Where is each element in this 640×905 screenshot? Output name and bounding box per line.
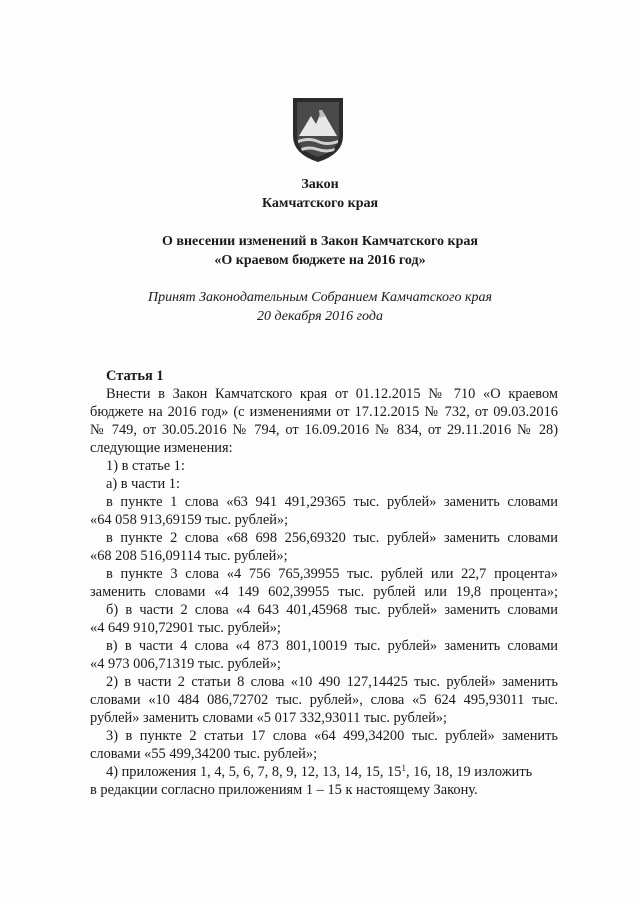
article-line: 2) в части 2 статьи 8 слова «10 490 127,14425 тыс. рублей» заменить bbox=[106, 674, 558, 690]
law-title-line-1: О внесении изменений в Закон Камчатского края bbox=[162, 234, 478, 249]
article-heading: Статья 1 bbox=[106, 368, 164, 384]
article-line: словами «10 484 086,72702 тыс. рублей», слова «5 624 495,93011 тыс. bbox=[90, 692, 558, 708]
appendices-text-rest: , 16, 18, 19 изложить bbox=[405, 764, 533, 780]
appendices-text: 4) приложения 1, 4, 5, 6, 7, 8, 9, 12, 13, 14, 15, 15 bbox=[106, 764, 402, 780]
appendix-superscript: 1 bbox=[401, 763, 406, 773]
article-line: Внести в Закон Камчатского края от 01.12.2015 № 710 «О краевом bbox=[106, 386, 558, 402]
article-line: следующие изменения: bbox=[90, 440, 233, 456]
adopted-line-2: 20 декабря 2016 года bbox=[257, 309, 383, 324]
article-line: в) в части 4 слова «4 873 801,10019 тыс. рублей» заменить словами bbox=[106, 638, 558, 654]
adopted-line-1: Принят Законодательным Собранием Камчатского края bbox=[147, 290, 493, 305]
article-line: б) в части 2 слова «4 643 401,45968 тыс. рублей» заменить словами bbox=[106, 602, 558, 618]
article-line: 1) в статье 1: bbox=[106, 458, 185, 474]
article-body bbox=[90, 367, 558, 799]
article-line: «64 058 913,69159 тыс. рублей»; bbox=[90, 512, 289, 528]
article-line: 3) в пункте 2 статьи 17 слова «64 499,34200 тыс. рублей» заменить bbox=[106, 728, 558, 744]
region-name: Камчатского края bbox=[261, 196, 379, 211]
article-line-appendices bbox=[90, 763, 558, 781]
article-line: бюджете на 2016 год» (с изменениями от 17.12.2015 № 732, от 09.03.2016 bbox=[90, 404, 558, 420]
article-line: «4 649 910,72901 тыс. рублей»; bbox=[90, 620, 281, 636]
article-line: в пункте 1 слова «63 941 491,29365 тыс. рублей» заменить словами bbox=[106, 494, 558, 510]
article-line: № 749, от 30.05.2016 № 794, от 16.09.2016 № 834, от 29.11.2016 № 28) bbox=[90, 422, 558, 438]
article-line: «4 973 006,71319 тыс. рублей»; bbox=[90, 656, 281, 672]
article-line: а) в части 1: bbox=[106, 476, 180, 492]
law-title-line-2: «О краевом бюджете на 2016 год» bbox=[214, 253, 426, 268]
article-line: в пункте 2 слова «68 698 256,69320 тыс. рублей» заменить словами bbox=[106, 530, 558, 546]
article-line: в пункте 3 слова «4 756 765,39955 тыс. рублей или 22,7 процента» bbox=[106, 566, 558, 582]
doc-type: Закон bbox=[301, 177, 339, 192]
article-line: рублей» заменить словами «5 017 332,93011 тыс. рублей»; bbox=[90, 710, 447, 726]
article-line: словами «55 499,34200 тыс. рублей»; bbox=[90, 746, 318, 762]
article-line: в редакции согласно приложениям 1 – 15 к настоящему Закону. bbox=[90, 782, 478, 798]
article-line: «68 208 516,09114 тыс. рублей»; bbox=[90, 548, 288, 564]
article-line: заменить словами «4 149 602,39955 тыс. рублей или 19,8 процента»; bbox=[90, 584, 558, 600]
kamchatka-coat-of-arms-icon bbox=[289, 96, 347, 164]
